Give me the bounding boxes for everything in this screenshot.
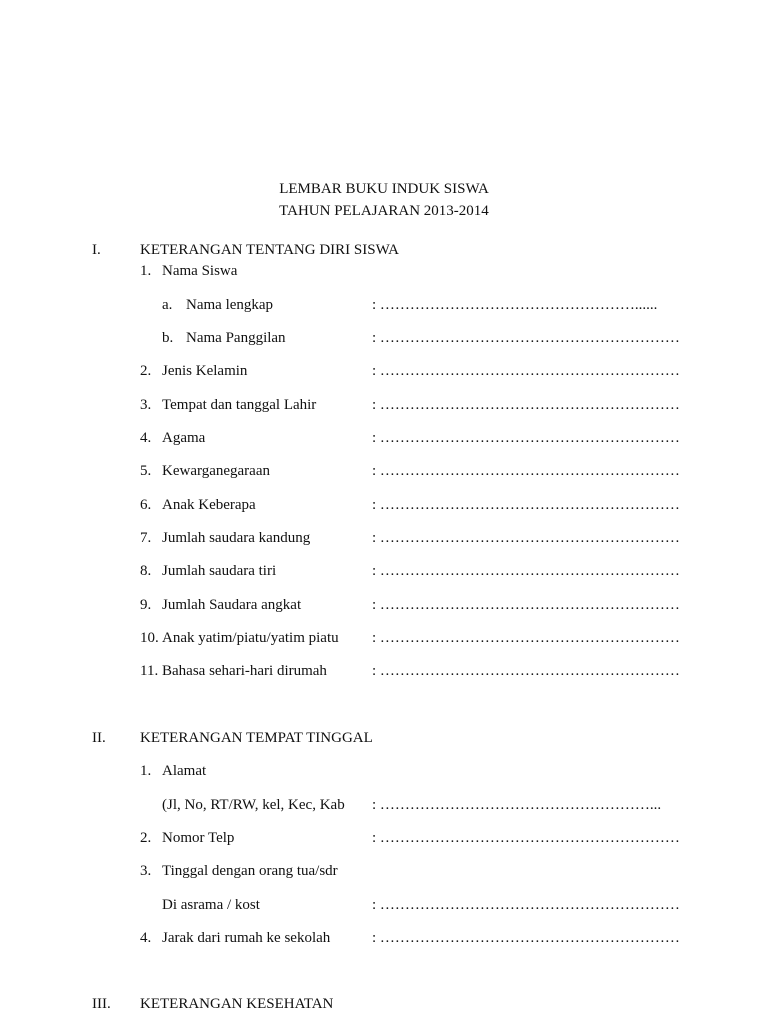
item-2-fill-line: : …………………………………………………… xyxy=(372,363,680,379)
document-title: LEMBAR BUKU INDUK SISWA xyxy=(279,181,489,197)
item-4-fill-line: : …………………………………………………… xyxy=(372,430,680,446)
item-9-fill-line: : …………………………………………………… xyxy=(372,597,680,613)
section-3-numeral: III. xyxy=(92,996,111,1012)
section-2-heading: KETERANGAN TEMPAT TINGGAL xyxy=(140,730,373,746)
item-9-label: Jumlah Saudara angkat xyxy=(162,597,302,613)
item-10-number: 10. xyxy=(140,630,159,646)
item-4-label: Agama xyxy=(162,430,206,446)
item-3-fill-line: : …………………………………………………… xyxy=(372,397,680,413)
phone-number-index: 2. xyxy=(140,830,152,846)
section-1-heading: KETERANGAN TENTANG DIRI SISWA xyxy=(140,242,399,258)
item-8-label: Jumlah saudara tiri xyxy=(162,563,277,579)
subitem-a-label: Nama lengkap xyxy=(186,297,274,313)
item-11-label: Bahasa sehari-hari dirumah xyxy=(162,663,327,679)
residence-label: Tinggal dengan orang tua/sdr xyxy=(162,863,338,879)
item-9-number: 9. xyxy=(140,597,152,613)
distance-fill-line: : …………………………………………………… xyxy=(372,930,680,946)
item-7-label: Jumlah saudara kandung xyxy=(162,530,311,546)
item-11-number: 11. xyxy=(140,663,159,679)
item-3-number: 3. xyxy=(140,397,152,413)
residence-number: 3. xyxy=(140,863,152,879)
address-fill-line: : ………………………………………………... xyxy=(372,797,662,813)
address-label: Alamat xyxy=(162,763,207,779)
phone-label: Nomor Telp xyxy=(162,830,235,846)
address-detail-label: (Jl, No, RT/RW, kel, Kec, Kab xyxy=(162,797,345,813)
item-6-label: Anak Keberapa xyxy=(162,497,256,513)
item-6-number: 6. xyxy=(140,497,152,513)
item-3-label: Tempat dan tanggal Lahir xyxy=(162,397,317,413)
distance-number: 4. xyxy=(140,930,152,946)
item-5-fill-line: : …………………………………………………… xyxy=(372,463,680,479)
subitem-b-fill-line: : …………………………………………………… xyxy=(372,330,680,346)
item-10-label: Anak yatim/piatu/yatim piatu xyxy=(162,630,339,646)
item-7-fill-line: : …………………………………………………… xyxy=(372,530,680,546)
item-7-number: 7. xyxy=(140,530,152,546)
item-2-number: 2. xyxy=(140,363,152,379)
item-6-fill-line: : …………………………………………………… xyxy=(372,497,680,513)
item-1-number: 1. xyxy=(140,263,152,279)
section-1-numeral: I. xyxy=(92,242,101,258)
section-3-heading: KETERANGAN KESEHATAN xyxy=(140,996,334,1012)
item-8-number: 8. xyxy=(140,563,152,579)
dorm-fill-line: : …………………………………………………… xyxy=(372,897,680,913)
item-10-fill-line: : …………………………………………………… xyxy=(372,630,680,646)
subitem-a-fill-line: : ……………………………………………...... xyxy=(372,297,658,313)
item-2-label: Jenis Kelamin xyxy=(162,363,248,379)
subitem-b-letter: b. xyxy=(162,330,174,346)
distance-label: Jarak dari rumah ke sekolah xyxy=(162,930,331,946)
phone-fill-line: : …………………………………………………… xyxy=(372,830,680,846)
section-2-numeral: II. xyxy=(92,730,106,746)
item-11-fill-line: : …………………………………………………… xyxy=(372,663,680,679)
item-5-number: 5. xyxy=(140,463,152,479)
item-4-number: 4. xyxy=(140,430,152,446)
address-number: 1. xyxy=(140,763,152,779)
item-8-fill-line: : …………………………………………………… xyxy=(372,563,680,579)
subitem-b-label: Nama Panggilan xyxy=(186,330,286,346)
dorm-label: Di asrama / kost xyxy=(162,897,260,913)
subitem-a-letter: a. xyxy=(162,297,173,313)
document-subtitle: TAHUN PELAJARAN 2013-2014 xyxy=(279,203,489,219)
item-1-label: Nama Siswa xyxy=(162,263,238,279)
item-5-label: Kewarganegaraan xyxy=(162,463,270,479)
